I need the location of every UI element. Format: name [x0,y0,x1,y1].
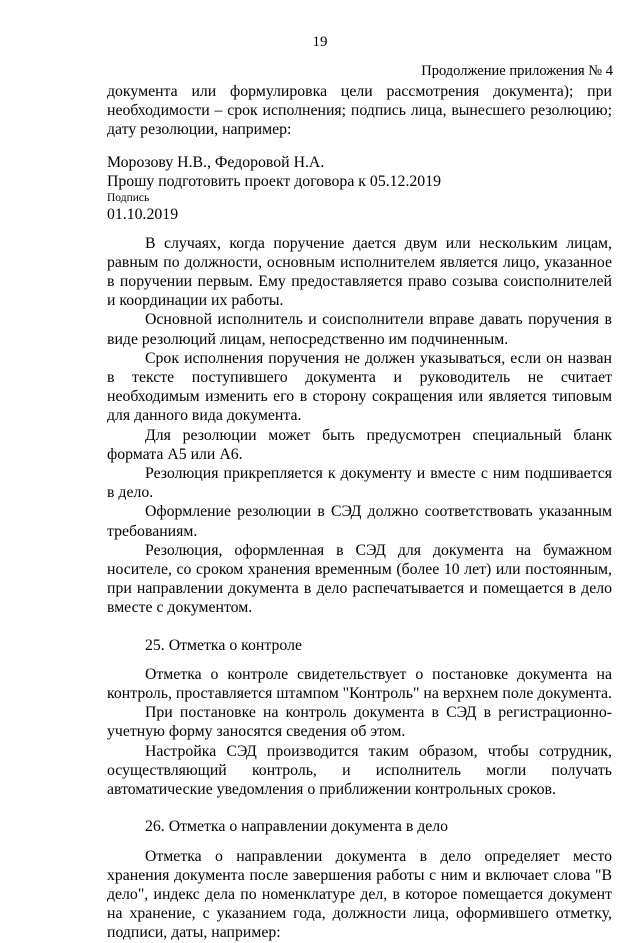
paragraph-sed-formatting: Оформление резолюции в СЭД должно соответствовать указанным требованиям. [107,503,612,540]
resolution-example [107,153,612,224]
paragraph-co-executors: Основной исполнитель и соисполнители вправе давать поручения в виде резолюций лицам, непосредственно им подчиненным. [107,311,612,348]
example-signature-caption: Подпись [107,191,150,204]
example-date: 01.10.2019 [107,205,179,223]
paragraph-attachment: Резолюция прикрепляется к документу и вместе с ним подшивается в дело. [107,465,612,502]
paragraph-main-executor: В случаях, когда поручение дается двум или нескольким лицам, равным по должности, основным исполнителем является лицо, указанное в поручении первым. Ему предоставляется право созыва соисполнителей и координации их работы. [107,234,612,310]
example-addressees: Морозову Н.В., Федоровой Н.А. [107,153,325,171]
paragraph-resolution-continuation: документа или формулировка цели рассмотрения документа); при необходимости – срок исполнения; подпись лица, вынесшего резолюцию; дату резолюции, например: [107,83,612,139]
paragraph-case-mark-description: Отметка о направлении документа в дело определяет место хранения документа после завершения работы с ним и включает слова "В дело", индекс дела по номенклатуре дел, в которое помещается документ на хранение, с указанием года, должности лица, оформившего отметку, подписи, даты, например: [107,847,612,942]
paragraph-control-stamp: Отметка о контроле свидетельствует о постановке документа на контроль, проставляется штампом "Контроль" на верхнем поле документа. [107,665,612,703]
paragraph-control-notifications: Настройка СЭД производится таким образом, чтобы сотрудник, осуществляющий контроль, и исполнитель могли получать автоматические уведомления о приближении контрольных сроков. [107,742,612,799]
document-body [107,82,612,943]
paragraph-special-form: Для резолюции может быть предусмотрен специальный бланк формата А5 или А6. [107,426,612,463]
section-heading-control-mark: 25. Отметка о контроле [145,636,302,654]
page-number: 19 [312,34,328,50]
appendix-continuation-note: Продолжение приложения № 4 [421,63,613,79]
section-heading-case-mark: 26. Отметка о направлении документа в дело [145,818,449,836]
paragraph-sed-printing: Резолюция, оформленная в СЭД для документа на бумажном носителе, со сроком хранения временным (более 10 лет) или постоянным, при направлении документа в дело распечатывается и помещается в дело вместе с документом. [107,541,612,617]
paragraph-control-registration: При постановке на контроль документа в СЭД в регистрационно-учетную форму заносятся сведения об этом. [107,704,612,741]
paragraph-deadline: Срок исполнения поручения не должен указываться, если он назван в тексте поступившего документа и руководитель не считает необходимым изменить его в сторону сокращения или является типовым для данного вида документа. [107,349,612,425]
example-instruction: Прошу подготовить проект договора к 05.12.2019 [107,172,442,190]
